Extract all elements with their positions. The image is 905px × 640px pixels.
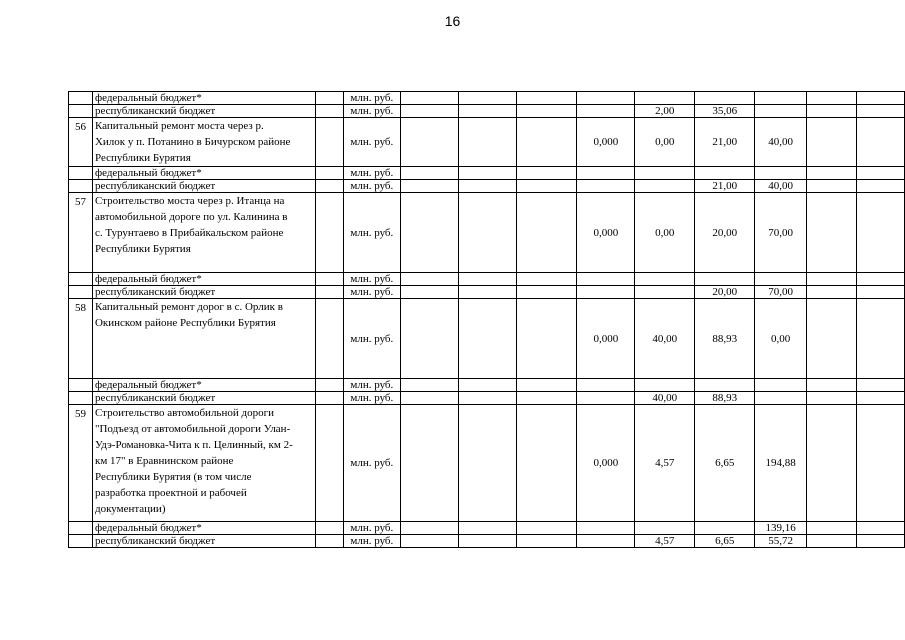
unit-cell: млн. руб. bbox=[343, 379, 400, 392]
value-cell: 35,06 bbox=[695, 105, 755, 118]
description-line: Республики Бурятия bbox=[94, 152, 191, 164]
value-cell: 6,65 bbox=[695, 535, 755, 548]
unit-cell: млн. руб. bbox=[343, 405, 400, 522]
row-number bbox=[69, 167, 93, 180]
unit-cell: млн. руб. bbox=[343, 273, 400, 286]
value-cell: 194,88 bbox=[755, 405, 807, 522]
value-cell-empty bbox=[857, 273, 905, 286]
value-cell-empty bbox=[857, 392, 905, 405]
description-line: Строительство моста через р. Итанца на bbox=[94, 195, 285, 207]
value-cell-empty bbox=[400, 522, 458, 535]
budget-subrow bbox=[69, 167, 905, 180]
blank-cell bbox=[315, 535, 343, 548]
value-cell: 4,57 bbox=[635, 405, 695, 522]
budget-subrow bbox=[69, 273, 905, 286]
unit-cell: млн. руб. bbox=[343, 167, 400, 180]
value-cell-empty bbox=[400, 405, 458, 522]
value-cell bbox=[755, 392, 807, 405]
value-cell bbox=[635, 92, 695, 105]
value-cell: 88,93 bbox=[695, 299, 755, 379]
value-cell-empty bbox=[516, 167, 577, 180]
value-cell-empty bbox=[516, 273, 577, 286]
value-cell bbox=[807, 273, 857, 286]
value-cell-empty bbox=[516, 379, 577, 392]
value-cell-empty bbox=[857, 105, 905, 118]
value-cell-empty bbox=[857, 167, 905, 180]
row-description bbox=[92, 193, 315, 273]
value-cell: 0,00 bbox=[755, 299, 807, 379]
row-number bbox=[69, 92, 93, 105]
unit-cell: млн. руб. bbox=[343, 92, 400, 105]
value-cell bbox=[695, 167, 755, 180]
budget-subrow bbox=[69, 379, 905, 392]
value-cell-empty bbox=[857, 193, 905, 273]
description-line: Окинском районе Республики Бурятия bbox=[94, 317, 276, 329]
row-number bbox=[69, 522, 93, 535]
row-description: федеральный бюджет* bbox=[92, 379, 315, 392]
value-cell bbox=[807, 299, 857, 379]
value-cell-empty bbox=[400, 105, 458, 118]
value-cell-empty bbox=[458, 286, 516, 299]
value-cell bbox=[635, 273, 695, 286]
blank-cell bbox=[315, 405, 343, 522]
value-cell: 2,00 bbox=[635, 105, 695, 118]
value-cell-empty bbox=[516, 392, 577, 405]
value-cell: 40,00 bbox=[635, 392, 695, 405]
unit-cell: млн. руб. bbox=[343, 392, 400, 405]
unit-cell: млн. руб. bbox=[343, 180, 400, 193]
description-line: Капитальный ремонт дорог в с. Орлик в bbox=[94, 301, 283, 313]
value-cell-empty bbox=[458, 273, 516, 286]
value-cell bbox=[695, 273, 755, 286]
blank-cell bbox=[315, 92, 343, 105]
blank-cell bbox=[315, 299, 343, 379]
value-cell: 21,00 bbox=[695, 118, 755, 167]
value-cell-empty bbox=[458, 193, 516, 273]
value-cell-empty bbox=[516, 105, 577, 118]
value-cell: 40,00 bbox=[755, 118, 807, 167]
blank-cell bbox=[315, 167, 343, 180]
unit-cell: млн. руб. bbox=[343, 522, 400, 535]
row-number: 56 bbox=[69, 118, 93, 167]
value-cell-empty bbox=[458, 92, 516, 105]
value-cell: 139,16 bbox=[755, 522, 807, 535]
value-cell-empty bbox=[458, 392, 516, 405]
value-cell-empty bbox=[857, 299, 905, 379]
value-cell: 70,00 bbox=[755, 286, 807, 299]
blank-cell bbox=[315, 118, 343, 167]
value-cell: 0,00 bbox=[635, 193, 695, 273]
row-number bbox=[69, 105, 93, 118]
unit-cell: млн. руб. bbox=[343, 535, 400, 548]
description-line: Капитальный ремонт моста через р. bbox=[94, 120, 264, 132]
value-cell-empty bbox=[400, 286, 458, 299]
value-cell bbox=[807, 92, 857, 105]
value-cell-empty bbox=[516, 193, 577, 273]
value-cell: 0,00 bbox=[635, 118, 695, 167]
value-cell-empty bbox=[400, 118, 458, 167]
value-cell bbox=[635, 522, 695, 535]
value-cell-empty bbox=[516, 535, 577, 548]
blank-cell bbox=[315, 273, 343, 286]
row-description: республиканский бюджет bbox=[92, 105, 315, 118]
row-number: 58 bbox=[69, 299, 93, 379]
value-cell-empty bbox=[400, 273, 458, 286]
description-line: Республики Бурятия (в том числе bbox=[94, 471, 252, 483]
budget-subrow bbox=[69, 286, 905, 299]
value-cell-empty bbox=[458, 299, 516, 379]
row-number bbox=[69, 180, 93, 193]
value-cell-empty bbox=[400, 392, 458, 405]
value-cell: 0,000 bbox=[577, 299, 635, 379]
value-cell bbox=[807, 522, 857, 535]
value-cell bbox=[807, 535, 857, 548]
unit-cell: млн. руб. bbox=[343, 193, 400, 273]
value-cell-empty bbox=[458, 167, 516, 180]
value-cell bbox=[755, 105, 807, 118]
project-row bbox=[69, 405, 905, 522]
value-cell-empty bbox=[400, 299, 458, 379]
value-cell-empty bbox=[516, 299, 577, 379]
value-cell: 6,65 bbox=[695, 405, 755, 522]
value-cell-empty bbox=[458, 379, 516, 392]
row-description: федеральный бюджет* bbox=[92, 92, 315, 105]
value-cell bbox=[755, 167, 807, 180]
value-cell bbox=[577, 273, 635, 286]
budget-subrow bbox=[69, 105, 905, 118]
description-line: Строительство автомобильной дороги bbox=[94, 407, 274, 419]
row-description: республиканский бюджет bbox=[92, 286, 315, 299]
value-cell: 70,00 bbox=[755, 193, 807, 273]
value-cell: 20,00 bbox=[695, 286, 755, 299]
project-row bbox=[69, 193, 905, 273]
value-cell-empty bbox=[458, 118, 516, 167]
value-cell bbox=[635, 286, 695, 299]
value-cell bbox=[695, 522, 755, 535]
value-cell bbox=[807, 105, 857, 118]
value-cell: 0,000 bbox=[577, 405, 635, 522]
blank-cell bbox=[315, 522, 343, 535]
row-description: республиканский бюджет bbox=[92, 180, 315, 193]
row-number bbox=[69, 379, 93, 392]
value-cell bbox=[807, 118, 857, 167]
unit-cell: млн. руб. bbox=[343, 118, 400, 167]
row-number bbox=[69, 273, 93, 286]
row-number: 59 bbox=[69, 405, 93, 522]
value-cell bbox=[755, 273, 807, 286]
value-cell bbox=[577, 379, 635, 392]
value-cell-empty bbox=[857, 118, 905, 167]
description-line: "Подъезд от автомобильной дороги Улан- bbox=[94, 423, 291, 435]
budget-subrow bbox=[69, 522, 905, 535]
value-cell bbox=[807, 193, 857, 273]
value-cell bbox=[807, 392, 857, 405]
blank-cell bbox=[315, 193, 343, 273]
blank-cell bbox=[315, 392, 343, 405]
description-line: документации) bbox=[94, 503, 166, 515]
row-number bbox=[69, 535, 93, 548]
value-cell-empty bbox=[458, 105, 516, 118]
value-cell: 55,72 bbox=[755, 535, 807, 548]
value-cell-empty bbox=[516, 405, 577, 522]
value-cell bbox=[577, 92, 635, 105]
value-cell: 88,93 bbox=[695, 392, 755, 405]
value-cell bbox=[695, 379, 755, 392]
description-line: Хилок у п. Потанино в Бичурском районе bbox=[94, 136, 291, 148]
row-description: федеральный бюджет* bbox=[92, 522, 315, 535]
value-cell-empty bbox=[400, 193, 458, 273]
value-cell bbox=[577, 167, 635, 180]
unit-cell: млн. руб. bbox=[343, 299, 400, 379]
budget-subrow bbox=[69, 392, 905, 405]
blank-cell bbox=[315, 379, 343, 392]
value-cell-empty bbox=[516, 92, 577, 105]
value-cell-empty bbox=[400, 92, 458, 105]
description-line: разработка проектной и рабочей bbox=[94, 487, 247, 499]
value-cell-empty bbox=[516, 286, 577, 299]
value-cell bbox=[635, 167, 695, 180]
value-cell-empty bbox=[458, 522, 516, 535]
value-cell-empty bbox=[857, 535, 905, 548]
budget-subrow bbox=[69, 535, 905, 548]
budget-subrow bbox=[69, 180, 905, 193]
value-cell-empty bbox=[458, 180, 516, 193]
value-cell-empty bbox=[857, 522, 905, 535]
value-cell bbox=[577, 535, 635, 548]
blank-cell bbox=[315, 180, 343, 193]
value-cell bbox=[755, 379, 807, 392]
blank-cell bbox=[315, 286, 343, 299]
description-line: автомобильной дороге по ул. Калинина в bbox=[94, 211, 288, 223]
row-description: республиканский бюджет bbox=[92, 392, 315, 405]
value-cell bbox=[755, 92, 807, 105]
value-cell bbox=[635, 180, 695, 193]
value-cell-empty bbox=[400, 167, 458, 180]
value-cell bbox=[577, 105, 635, 118]
description-line: с. Турунтаево в Прибайкальском районе bbox=[94, 227, 284, 239]
row-description bbox=[92, 405, 315, 522]
description-line: км 17" в Еравнинском районе bbox=[94, 455, 234, 467]
value-cell-empty bbox=[857, 379, 905, 392]
row-description: федеральный бюджет* bbox=[92, 167, 315, 180]
value-cell bbox=[807, 167, 857, 180]
budget-table bbox=[68, 91, 905, 548]
value-cell: 40,00 bbox=[635, 299, 695, 379]
value-cell: 40,00 bbox=[755, 180, 807, 193]
value-cell bbox=[577, 180, 635, 193]
value-cell-empty bbox=[857, 405, 905, 522]
unit-cell: млн. руб. bbox=[343, 286, 400, 299]
value-cell bbox=[577, 522, 635, 535]
value-cell-empty bbox=[400, 535, 458, 548]
value-cell-empty bbox=[400, 379, 458, 392]
value-cell-empty bbox=[857, 180, 905, 193]
value-cell: 0,000 bbox=[577, 193, 635, 273]
budget-subrow bbox=[69, 92, 905, 105]
value-cell-empty bbox=[516, 118, 577, 167]
value-cell bbox=[635, 379, 695, 392]
description-line: Удэ-Романовка-Чита к п. Целинный, км 2- bbox=[94, 439, 293, 451]
row-description: республиканский бюджет bbox=[92, 535, 315, 548]
project-row bbox=[69, 299, 905, 379]
row-number: 57 bbox=[69, 193, 93, 273]
value-cell bbox=[807, 405, 857, 522]
row-description bbox=[92, 118, 315, 167]
value-cell-empty bbox=[400, 180, 458, 193]
row-number bbox=[69, 392, 93, 405]
value-cell-empty bbox=[458, 535, 516, 548]
value-cell: 21,00 bbox=[695, 180, 755, 193]
value-cell-empty bbox=[516, 180, 577, 193]
value-cell bbox=[577, 392, 635, 405]
unit-cell: млн. руб. bbox=[343, 105, 400, 118]
value-cell bbox=[807, 286, 857, 299]
value-cell-empty bbox=[458, 405, 516, 522]
value-cell: 4,57 bbox=[635, 535, 695, 548]
value-cell bbox=[577, 286, 635, 299]
value-cell: 0,000 bbox=[577, 118, 635, 167]
row-number bbox=[69, 286, 93, 299]
value-cell-empty bbox=[857, 92, 905, 105]
value-cell bbox=[807, 379, 857, 392]
value-cell-empty bbox=[857, 286, 905, 299]
value-cell bbox=[807, 180, 857, 193]
row-description: федеральный бюджет* bbox=[92, 273, 315, 286]
blank-cell bbox=[315, 105, 343, 118]
value-cell-empty bbox=[516, 522, 577, 535]
row-description bbox=[92, 299, 315, 379]
page-number: 16 bbox=[444, 13, 461, 29]
value-cell: 20,00 bbox=[695, 193, 755, 273]
description-line: Республики Бурятия bbox=[94, 243, 191, 255]
project-row bbox=[69, 118, 905, 167]
value-cell bbox=[695, 92, 755, 105]
